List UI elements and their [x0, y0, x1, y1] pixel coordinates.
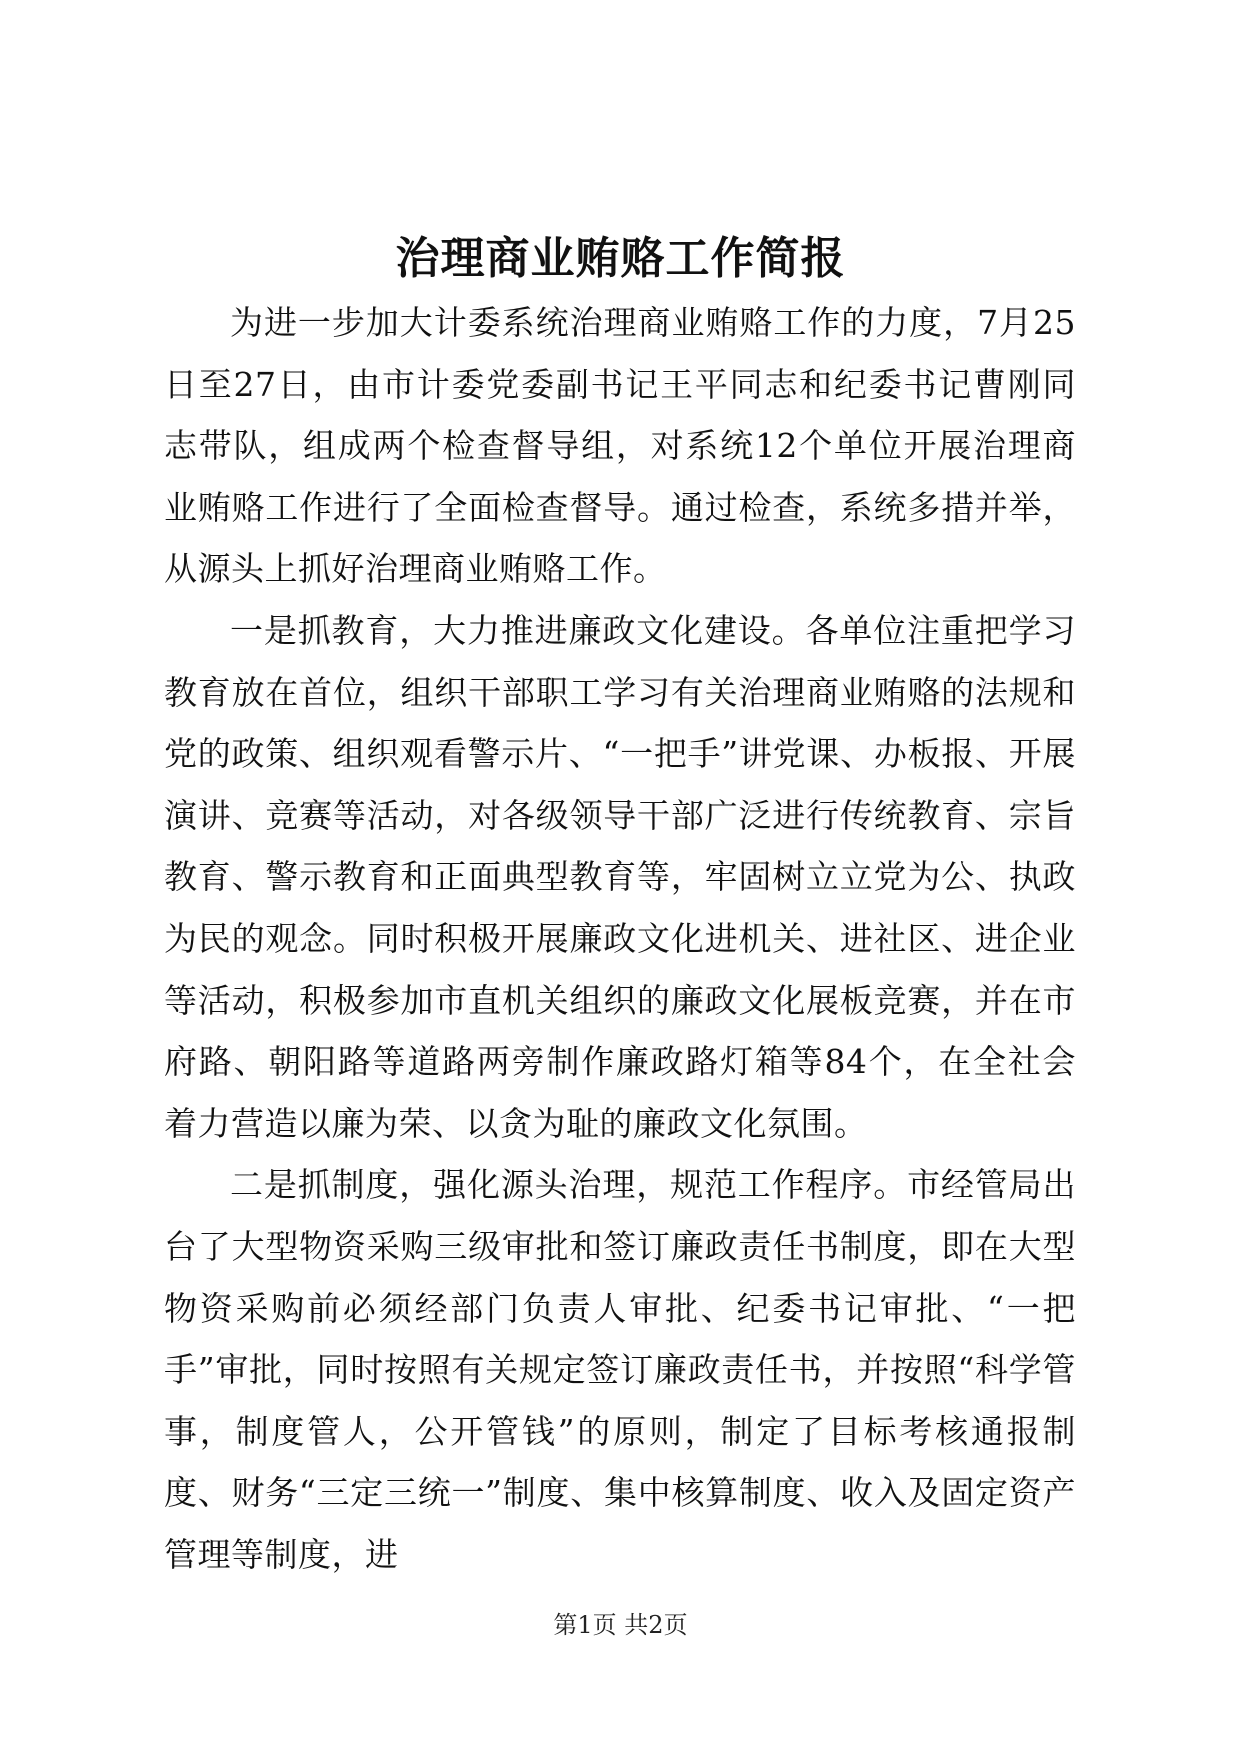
page-number-footer: 第1页 共2页	[553, 1611, 688, 1639]
document-title: 治理商业贿赂工作简报	[395, 233, 846, 284]
paragraph-system: 二是抓制度，强化源头治理，规范工作程序。市经管局出台了大型物资采购三级审批和签订廉政责任书制度，即在大型物资采购前必须经部门负责人审批、纪委书记审批、“一把手”审批，同时按照有关规定签订廉政责任书，并按照“科学管事，制度管人，公开管钱”的原则，制定了目标考核通报制度、财务“三定三统一”制度、集中核算制度、收入及固定资产管理等制度，进	[164, 1165, 1076, 1574]
paragraph-intro: 为进一步加大计委系统治理商业贿赂工作的力度，7月25日至27日，由市计委党委副书记王平同志和纪委书记曹刚同志带队，组成两个检查督导组，对系统12个单位开展治理商业贿赂工作进行了全面检查督导。通过检查，系统多措并举，从源头上抓好治理商业贿赂工作。	[164, 303, 1076, 589]
paragraph-education: 一是抓教育，大力推进廉政文化建设。各单位注重把学习教育放在首位，组织干部职工学习有关治理商业贿赂的法规和党的政策、组织观看警示片、“一把手”讲党课、办板报、开展演讲、竞赛等活动，对各级领导干部广泛进行传统教育、宗旨教育、警示教育和正面典型教育等，牢固树立立党为公、执政为民的观念。同时积极开展廉政文化进机关、进社区、进企业等活动，积极参加市直机关组织的廉政文化展板竞赛，并在市府路、朝阳路等道路两旁制作廉政路灯箱等84个，在全社会着力营造以廉为荣、以贪为耻的廉政文化氛围。	[164, 610, 1076, 1143]
document-body	[164, 292, 1076, 1585]
